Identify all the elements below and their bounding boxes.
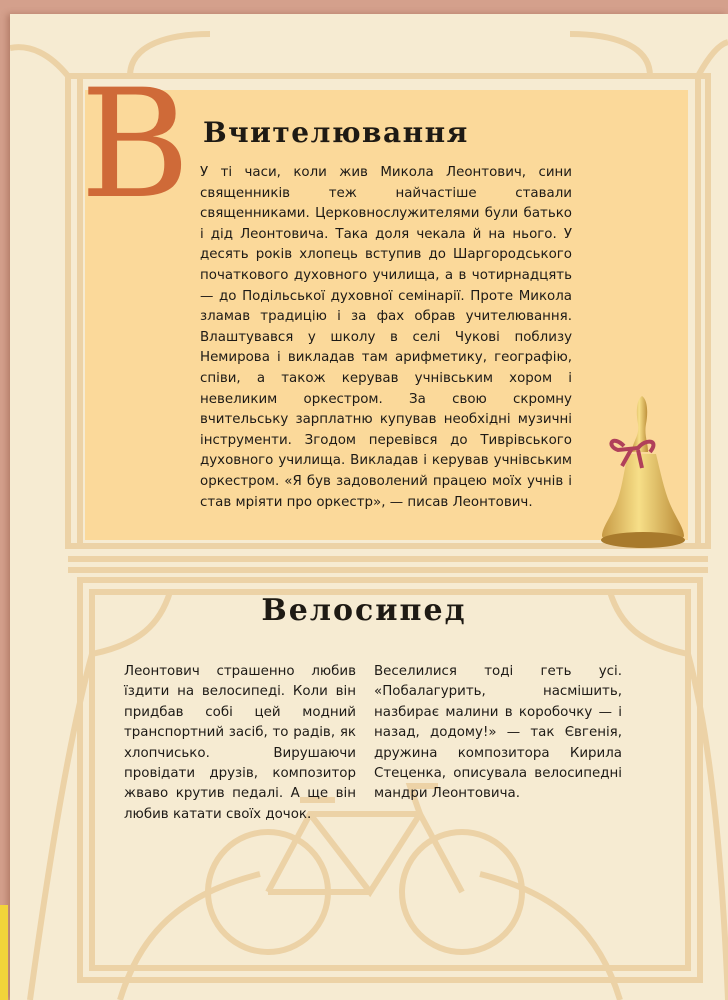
bell-icon bbox=[598, 390, 688, 555]
section-text-teaching: У ті часи, коли жив Микола Леонтович, сини священників теж найчастіше ставали священниками. Церковнослужителями були батько і дід Леонтовича. Така доля чекала й на нього. У десять років хлопець вступив до Шаргородського початкового духовного училища, а в чотирнадцять — до Подільської духовної семінарії. Проте Микола зламав традицію і за фах обрав учителювання. Влаштувався у школу в селі Чукові поблизу Немирова і викладав там арифметику, географію, співи, а також керував учнівським хором і невеликим оркестром. За свою скромну вчительську зарплатню купував необхідні музичні інструменти. Згодом перевівся до Тиврівського духовного училища. Викладав і керував учнівським оркестром. «Я був задоволений працею моїх учнів і став мріяти про оркестр», — писав Леонтович. bbox=[200, 165, 572, 510]
section-text-bicycle-left: Леонтович страшенно любив їздити на велосипеді. Коли він придбав собі цей модний транспортний засіб, то радів, як хлопчисько. Вирушаючи провідати друзів, композитор жваво крутив педалі. А ще він любив катати своїх дочок. bbox=[124, 664, 356, 822]
drop-cap: В bbox=[80, 58, 191, 232]
section-text-bicycle-right: Веселилися тоді геть усі. «Побалагурить, насмішить, назбирає малини в коробочку — і назад, додому!» — так Євгенія, дружина композитора Кирила Стеценка, описувала велосипедні мандри Леонтовича. bbox=[374, 664, 622, 802]
section-title-bicycle: Велосипед bbox=[261, 593, 467, 628]
section-title-teaching: Вчителювання bbox=[203, 116, 469, 149]
page-edge bbox=[0, 905, 8, 1000]
